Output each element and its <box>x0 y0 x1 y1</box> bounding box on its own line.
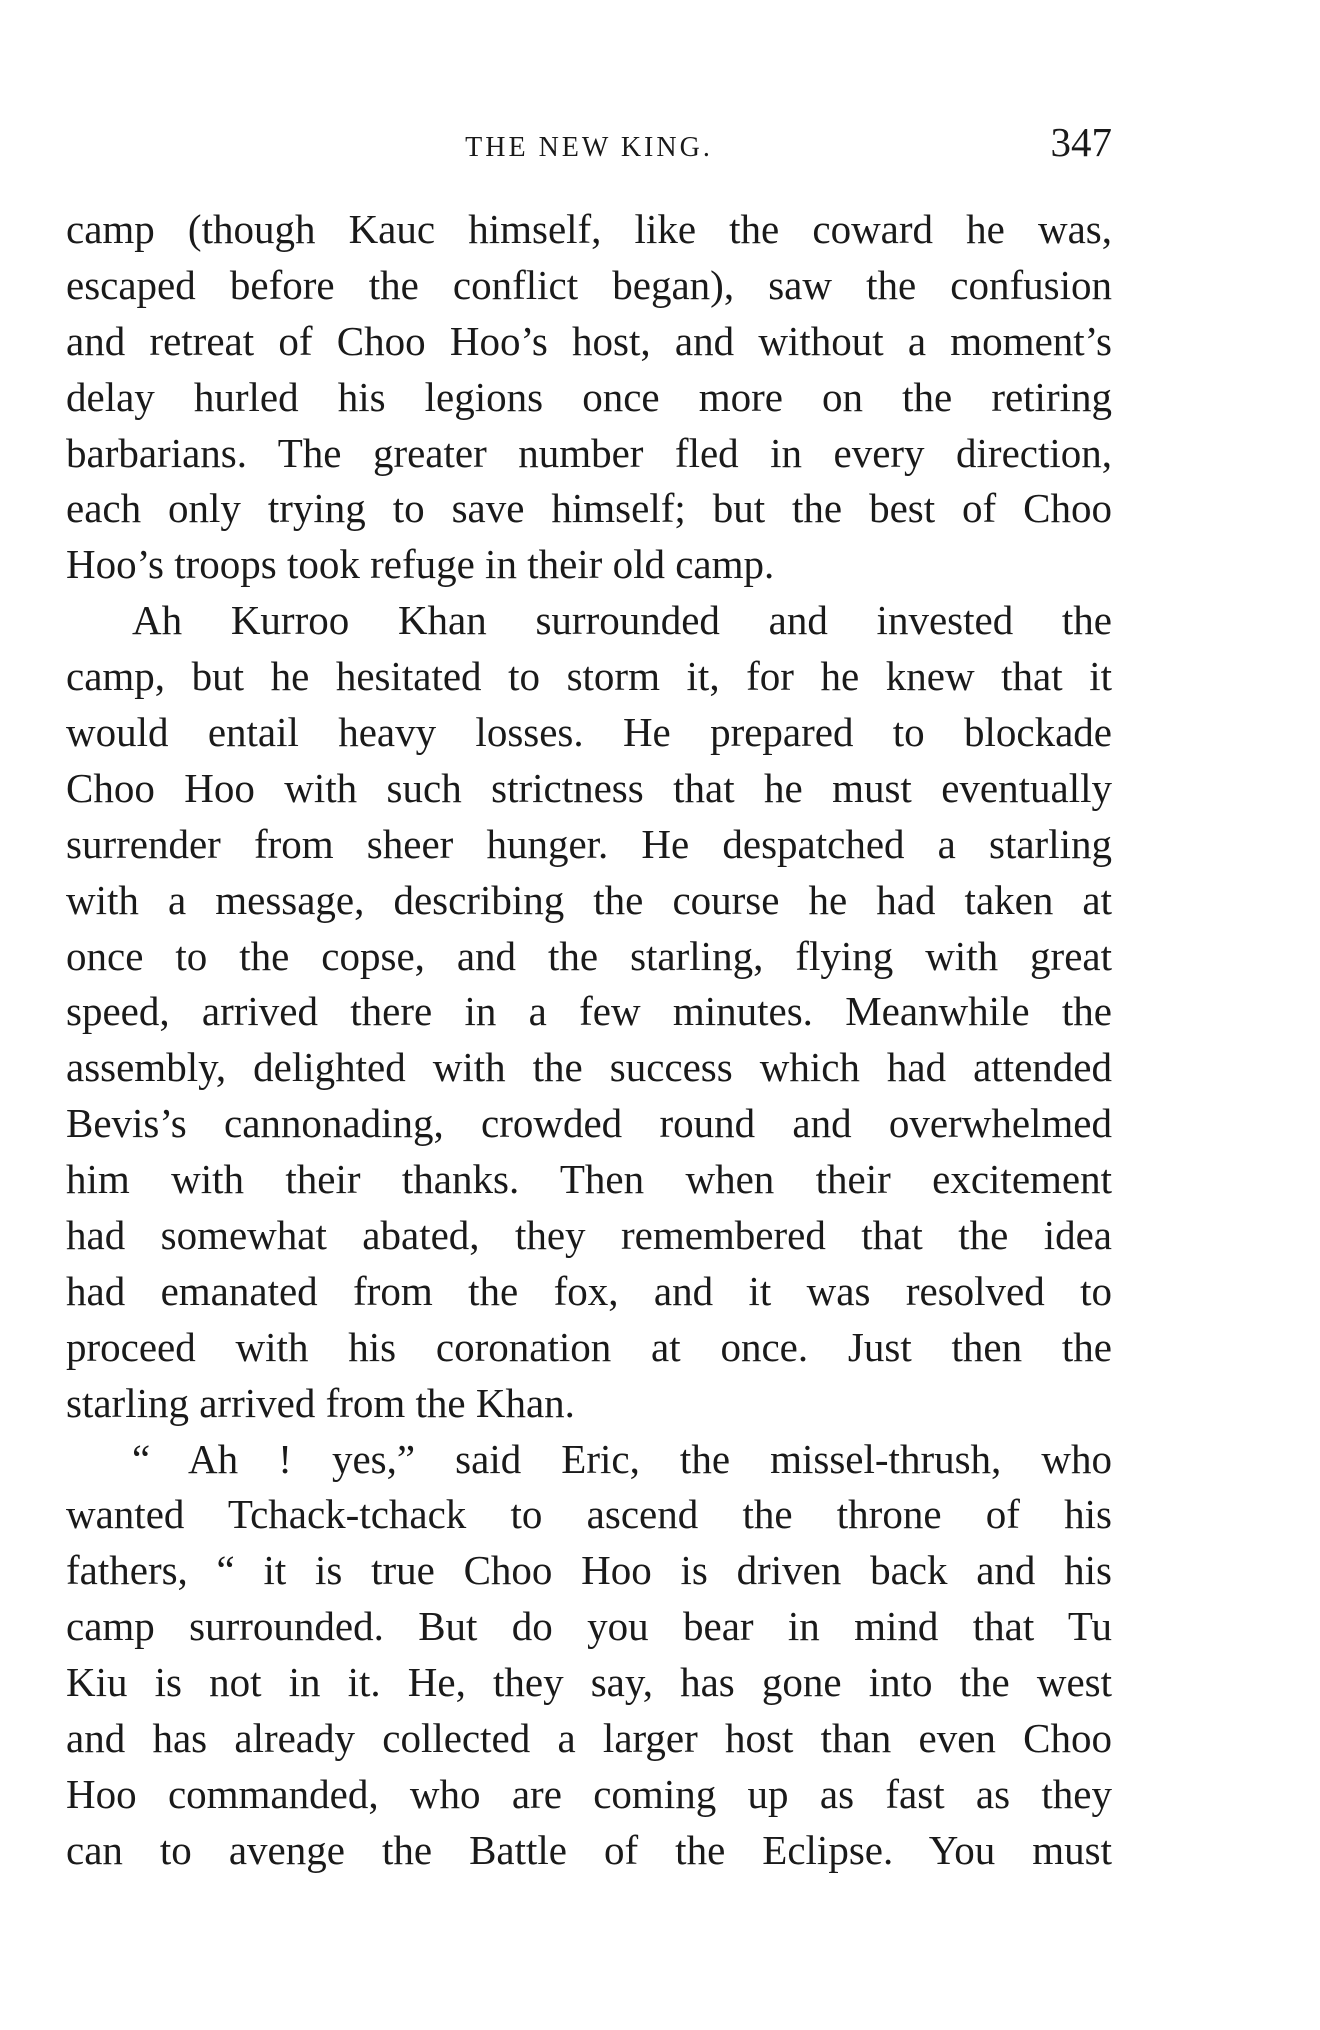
text-line: barbarians. The greater number fled in every direction, <box>66 429 1112 476</box>
text-line: and retreat of Choo Hoo’s host, and without a moment’s <box>66 317 1112 364</box>
text-line: Bevis’s cannonading, crowded round and overwhelmed <box>66 1100 1112 1147</box>
text-line: and has already collected a larger host than even Choo <box>66 1715 1112 1762</box>
text-line: once to the copse, and the starling, flying with great <box>66 932 1112 979</box>
text-line: surrender from sheer hunger. He despatched a starling <box>66 820 1112 867</box>
text-line: Choo Hoo with such strictness that he must eventually <box>66 764 1112 811</box>
text-line: him with their thanks. Then when their excitement <box>66 1156 1112 1203</box>
text-line: camp, but he hesitated to storm it, for he knew that it <box>66 653 1112 700</box>
text-line: Ah Kurroo Khan surrounded and invested the <box>132 597 1112 644</box>
text-line: fathers, “ it is true Choo Hoo is driven back and his <box>66 1547 1112 1594</box>
running-head <box>66 118 1112 168</box>
text-line: escaped before the conflict began), saw the confusion <box>66 261 1112 308</box>
text-line: camp surrounded. But do you bear in mind that Tu <box>66 1603 1112 1650</box>
text-line: Kiu is not in it. He, they say, has gone into the west <box>66 1659 1112 1706</box>
page-number: 347 <box>1050 119 1112 165</box>
text-line: would entail heavy losses. He prepared to blockade <box>66 709 1112 756</box>
text-line: proceed with his coronation at once. Just then the <box>66 1323 1112 1370</box>
running-title: THE NEW KING. <box>465 132 713 163</box>
text-line: Hoo’s troops took refuge in their old camp. <box>66 541 775 588</box>
text-line: can to avenge the Battle of the Eclipse. You must <box>66 1826 1112 1873</box>
text-line: had emanated from the fox, and it was resolved to <box>66 1267 1112 1314</box>
text-line: speed, arrived there in a few minutes. Meanwhile the <box>66 988 1112 1035</box>
text-line: Hoo commanded, who are coming up as fast as they <box>66 1770 1112 1817</box>
text-line: assembly, delighted with the success which had attended <box>66 1044 1112 1091</box>
text-body <box>66 202 1112 1879</box>
text-line: with a message, describing the course he had taken at <box>66 876 1112 923</box>
text-line: camp (though Kauc himself, like the coward he was, <box>66 206 1112 252</box>
text-line: starling arrived from the Khan. <box>66 1379 575 1426</box>
text-line: wanted Tchack-tchack to ascend the throne of his <box>66 1491 1112 1538</box>
text-line: each only trying to save himself; but the best of Choo <box>66 485 1112 532</box>
text-line: had somewhat abated, they remembered that the idea <box>66 1212 1112 1259</box>
text-line: “ Ah ! yes,” said Eric, the missel-thrush, who <box>132 1435 1112 1482</box>
text-line: delay hurled his legions once more on the retiring <box>66 373 1112 420</box>
